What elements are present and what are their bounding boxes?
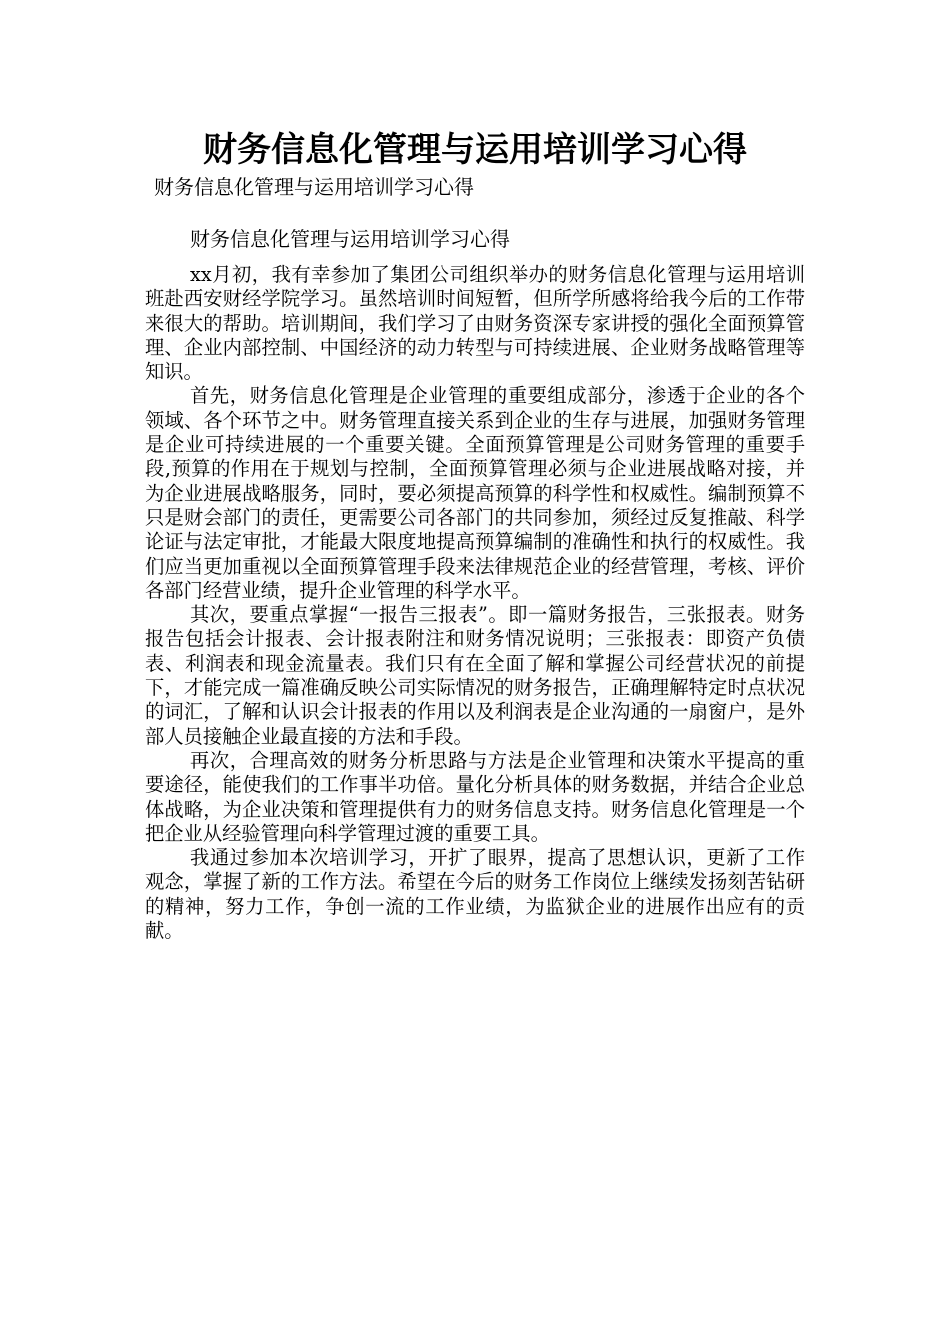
section-heading: 财务信息化管理与运用培训学习心得 bbox=[190, 227, 510, 251]
document-title: 财务信息化管理与运用培训学习心得 bbox=[203, 130, 747, 170]
document-body bbox=[145, 263, 805, 943]
document-subtitle: 财务信息化管理与运用培训学习心得 bbox=[154, 175, 474, 199]
paragraph-first: 首先，财务信息化管理是企业管理的重要组成部分，渗透于企业的各个领域、各个环节之中。财务管理直接关系到企业的生存与进展，加强财务管理是企业可持续进展的一个重要关键。全面预算管理是公司财务管理的重要手段,预算的作用在于规划与控制，全面预算管理必须与企业进展战略对接，并为企业进展战略服务，同时，要必须提高预算的科学性和权威性。编制预算不只是财会部门的责任，更需要公司各部门的共同参加，须经过反复推敲、科学论证与法定审批，才能最大限度地提高预算编制的准确性和执行的权威性。我们应当更加重视以全面预算管理手段来法律规范企业的经营管理，考核、评价各部门经营业绩，提升企业管理的科学水平。 bbox=[145, 384, 805, 602]
paragraph-second: 其次，要重点掌握“一报告三报表”。即一篇财务报告，三张报表。财务报告包括会计报表、会计报表附注和财务情况说明；三张报表：即资产负债表、利润表和现金流量表。我们只有在全面了解和掌握公司经营状况的前提下，才能完成一篇准确反映公司实际情况的财务报告，正确理解特定时点状况的词汇，了解和认识会计报表的作用以及利润表是企业沟通的一扇窗户，是外部人员接触企业最直接的方法和手段。 bbox=[145, 603, 805, 748]
paragraph-third: 再次，合理高效的财务分析思路与方法是企业管理和决策水平提高的重要途径，能使我们的工作事半功倍。量化分析具体的财务数据，并结合企业总体战略，为企业决策和管理提供有力的财务信息支持。财务信息化管理是一个把企业从经验管理向科学管理过渡的重要工具。 bbox=[145, 748, 805, 845]
paragraph-conclusion: 我通过参加本次培训学习，开扩了眼界，提高了思想认识，更新了工作观念，掌握了新的工作方法。希望在今后的财务工作岗位上继续发扬刻苦钻研的精神，努力工作，争创一流的工作业绩，为监狱企业的进展作出应有的贡献。 bbox=[145, 846, 805, 943]
paragraph-intro: xx月初，我有幸参加了集团公司组织举办的财务信息化管理与运用培训班赴西安财经学院学习。虽然培训时间短暂，但所学所感将给我今后的工作带来很大的帮助。培训期间，我们学习了由财务资深专家讲授的强化全面预算管理、企业内部控制、中国经济的动力转型与可持续进展、企业财务战略管理等知识。 bbox=[145, 263, 805, 384]
